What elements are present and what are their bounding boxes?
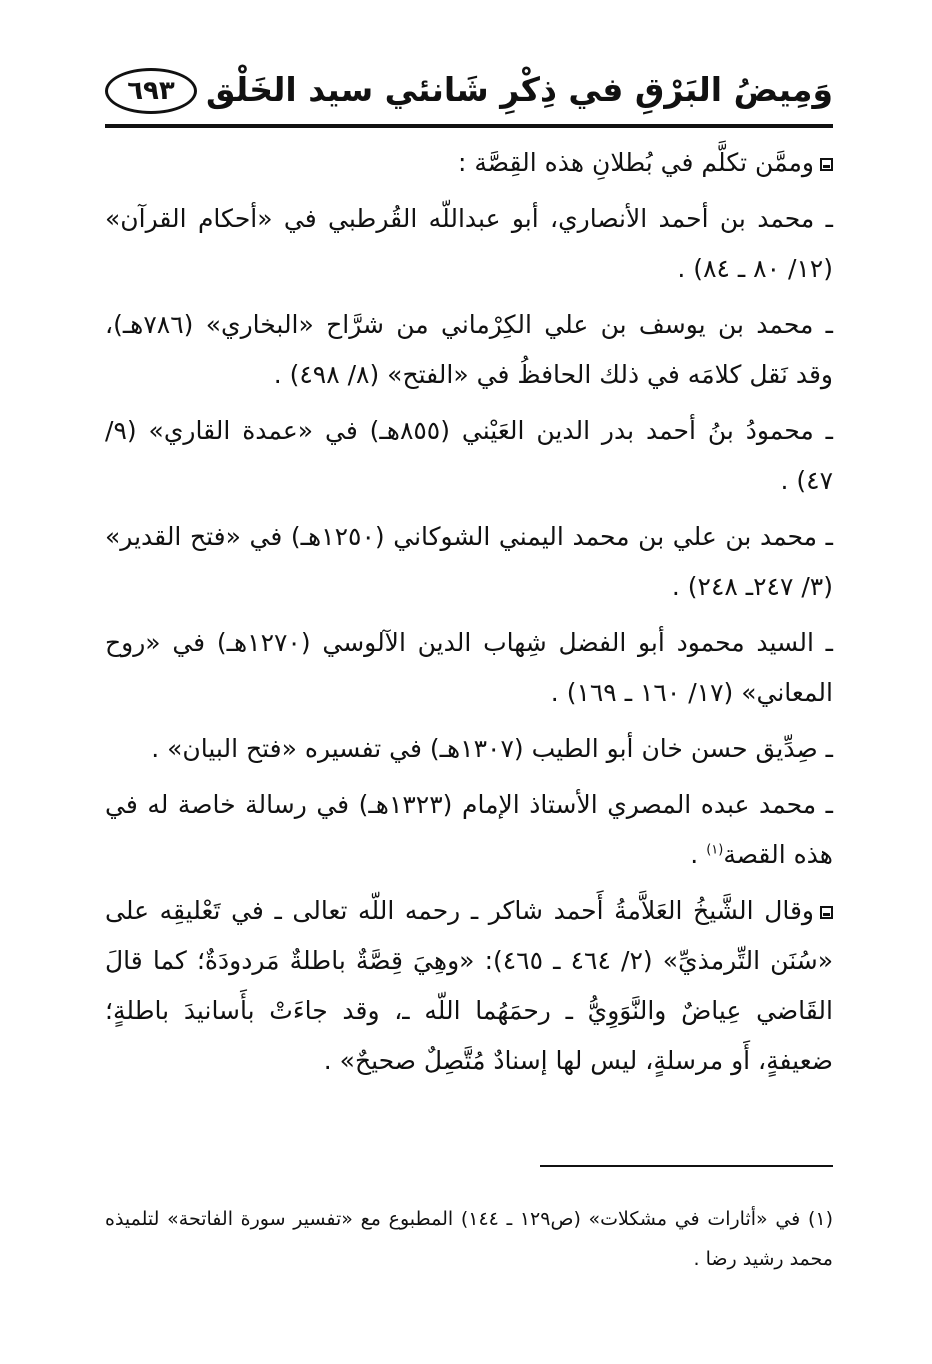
footnote: (١) في «أثارات في مشكلات» (ص١٢٩ ـ ١٤٤) المطبوع مع «تفسير سورة الفاتحة» لتلميذه محمد رشيد رضا .: [105, 1208, 834, 1270]
box-marker-icon: [820, 158, 833, 171]
paragraph-shakir-quote: [105, 886, 833, 1086]
paragraph-intro: [105, 138, 833, 188]
list-item-muhammad-abduh-text: ـ محمد عبده المصري الأستاذ الإمام (١٣٢٣هـ) في رسالة خاصة له في هذه القصة: [105, 790, 833, 869]
footnote-rule: [540, 1165, 833, 1167]
running-head: [105, 62, 833, 126]
list-item-muhammad-abduh-end: .: [690, 840, 707, 869]
box-marker-icon: [820, 906, 833, 919]
list-item-muhammad-abduh: [105, 780, 833, 880]
list-item-qurtubi: ـ محمد بن أحمد الأنصاري، أبو عبداللّه القُرطبي في «أحكام القرآن» (١٢/ ٨٠ ـ ٨٤) .: [105, 204, 833, 283]
paragraph-intro-text: وممَّن تكلَّم في بُطلانِ هذه القِصَّة :: [458, 148, 814, 177]
book-title: وَمِيضُ البَرْقِ في ذِكْرِ شَانئي سيد الخَلْق: [206, 70, 833, 109]
list-item-siddiq-hasan-khan: ـ صِدِّيق حسن خان أبو الطيب (١٣٠٧هـ) في تفسيره «فتح البيان» .: [151, 734, 833, 763]
list-item-shawkani: ـ محمد بن علي بن محمد اليمني الشوكاني (١٢٥٠هـ) في «فتح القدير» (٣/ ٢٤٧ـ ٢٤٨) .: [105, 522, 833, 601]
main-text: [105, 138, 833, 1086]
page-number: ٦٩٣: [105, 68, 197, 114]
list-item-aini: ـ محمودُ بنُ أحمد بدر الدين العَيْني (٨٥٥هـ) في «عمدة القاري» (٩/ ٤٧) .: [105, 416, 833, 495]
list-item-alusi: ـ السيد محمود أبو الفضل شِهاب الدين الآلوسي (١٢٧٠هـ) في «روح المعاني» (١٧/ ١٦٠ ـ ١٦٩) .: [105, 628, 833, 707]
footnote-reference[interactable]: (١): [706, 842, 724, 858]
header-rule: [105, 124, 833, 128]
paragraph-shakir-quote-text: وقال الشَّيخُ العَلاَّمةُ أَحمد شاكر ـ رحمه اللّه تعالى ـ في تَعْليقِه على «سُنَن التِّرمذيِّ» (٢/ ٤٦٤ ـ ٤٦٥): «وهِيَ قِصَّةٌ باطلةٌ مَردودَةٌ؛ كما قالَ القَاضي عِياضٌ والنَّوَوِيُّ ـ رحمَهُما اللّه ـ، وقد جاءَتْ بأَسانيدَ باطلةٍ؛ ضعيفةٍ، أَو مرسلةٍ، ليس لها إسنادٌ مُتَّصِلٌ صحيحٌ» .: [105, 896, 833, 1075]
list-item-kirmani: ـ محمد بن يوسف بن علي الكِرْماني من شرَّاح «البخاري» (٧٨٦هـ)، وقد نَقل كلامَه في ذلك الحافظُ في «الفتح» (٨/ ٤٩٨) .: [105, 310, 833, 389]
